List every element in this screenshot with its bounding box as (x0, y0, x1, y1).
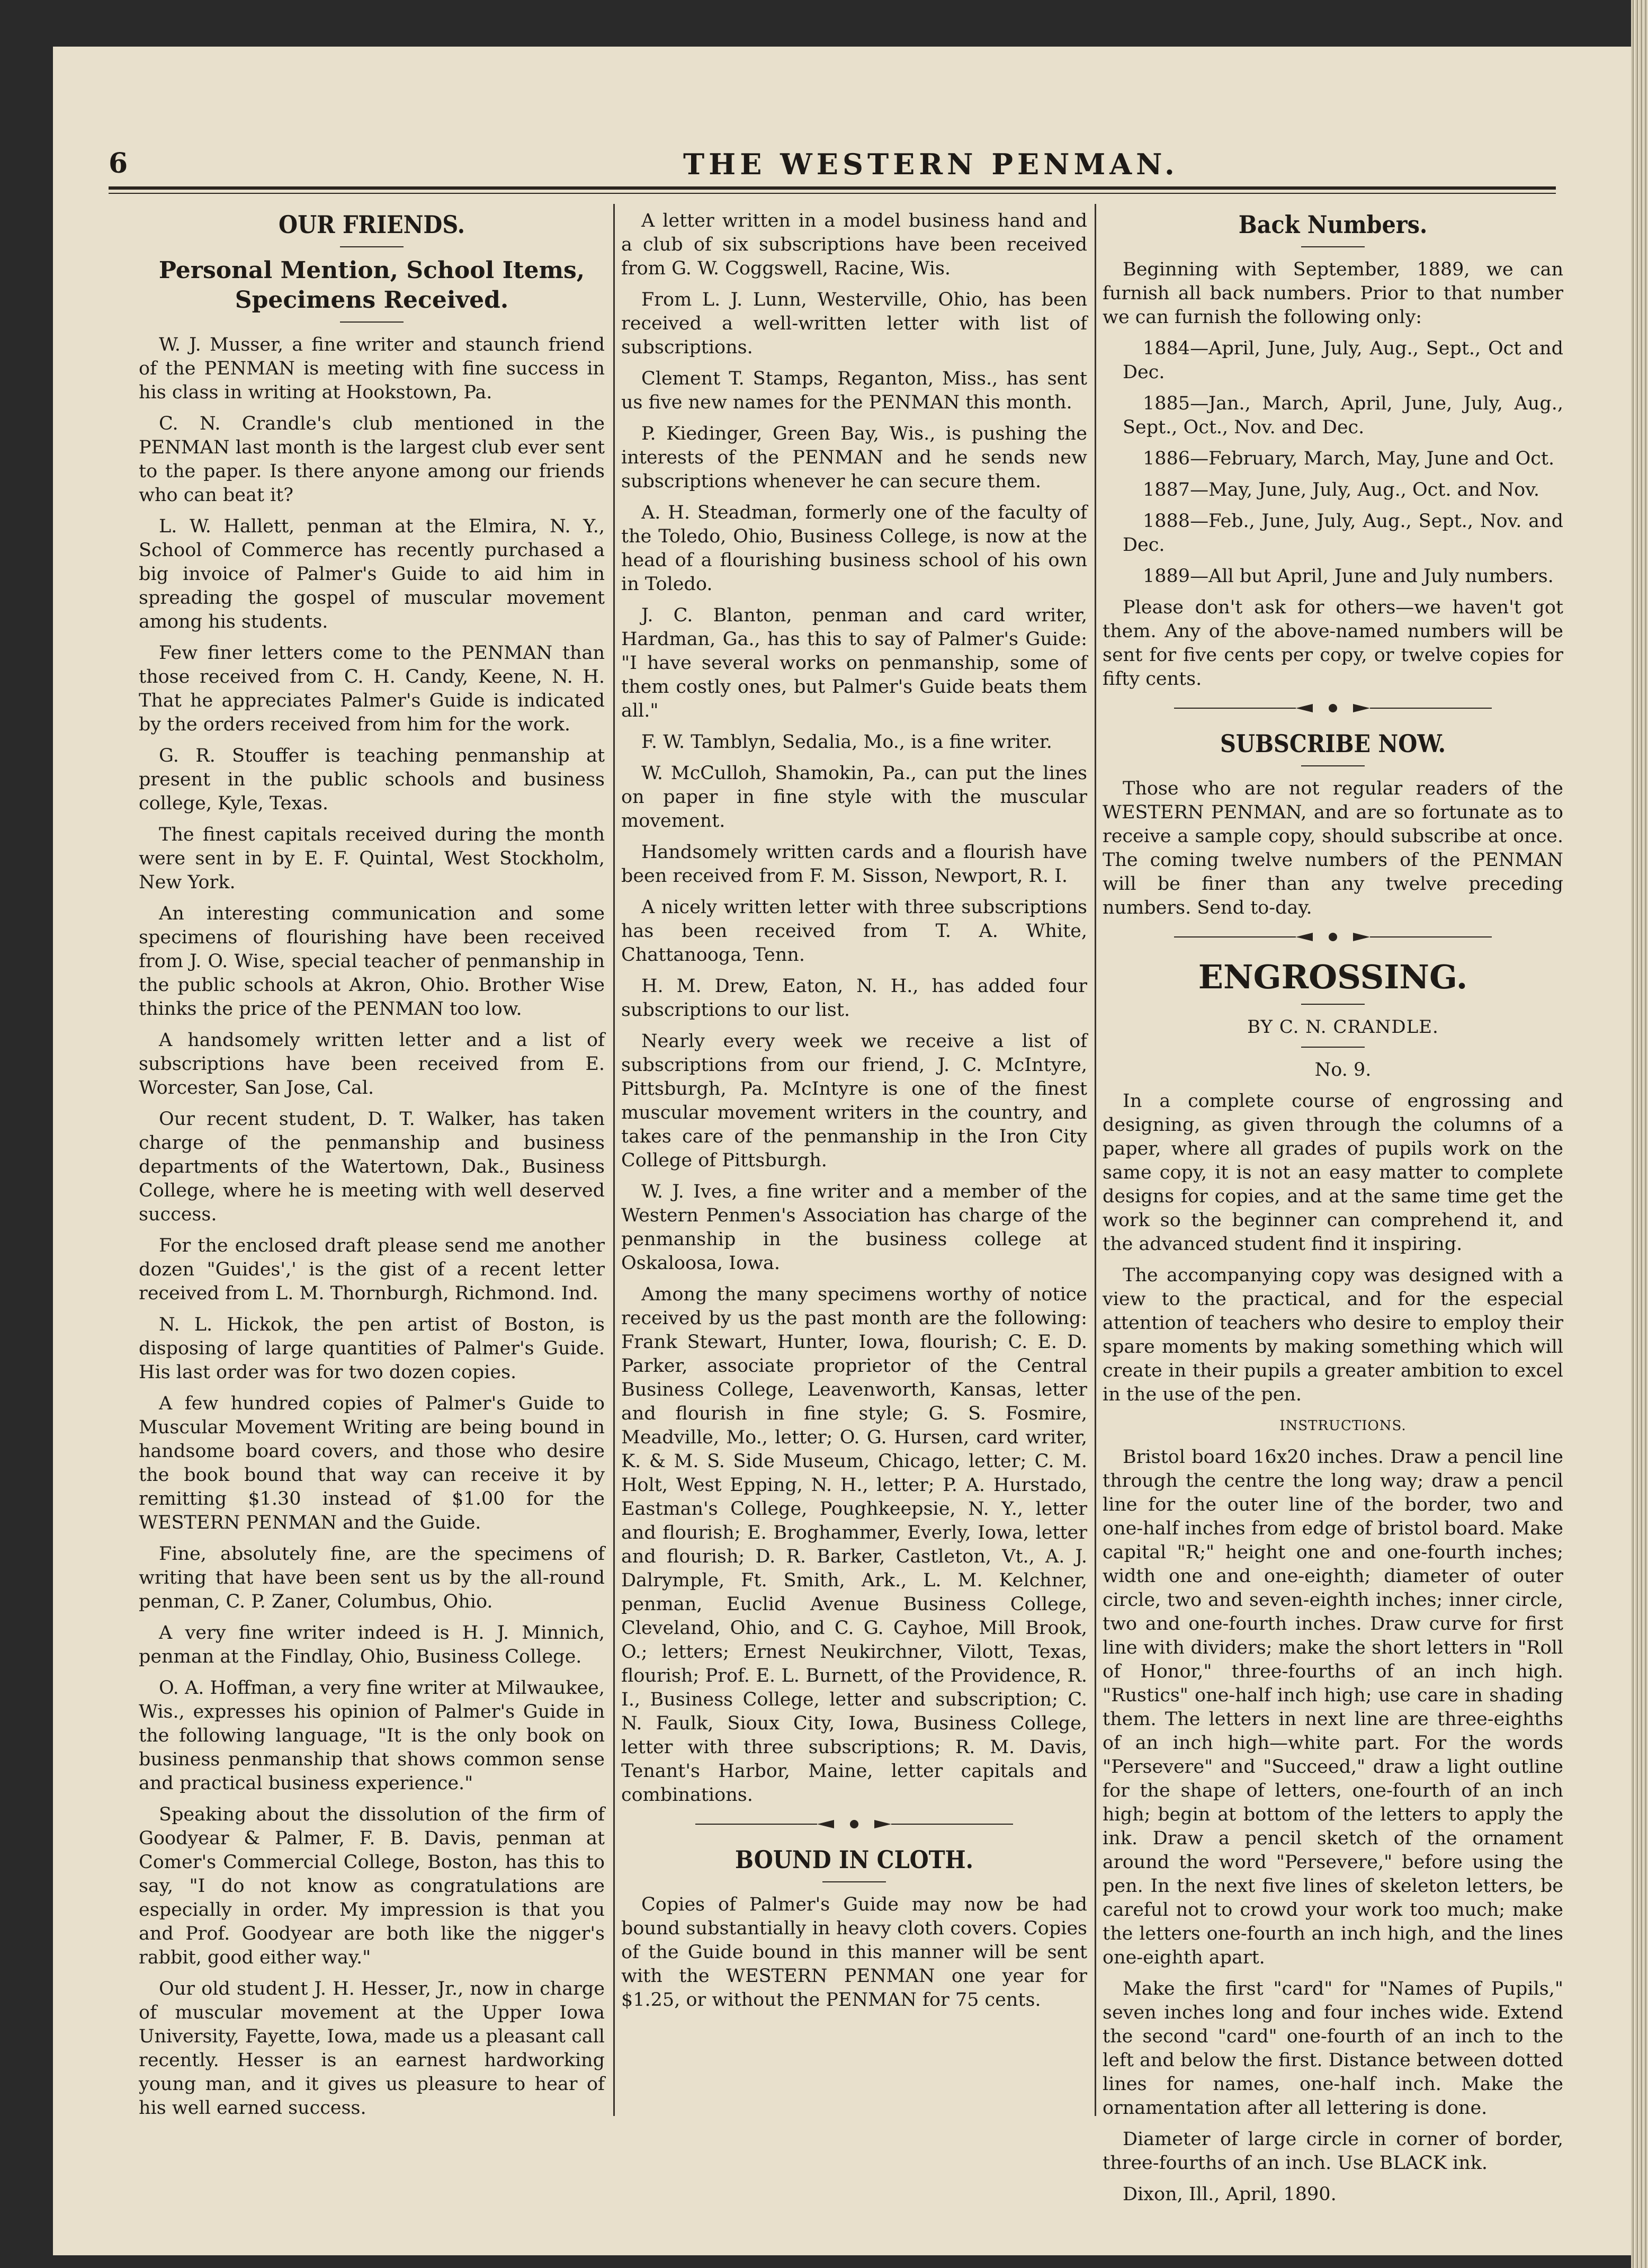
divider-rule (822, 1881, 886, 1882)
paragraph: For the enclosed draft please send me another dozen "Guides',' is the gist of a recent letter received from L. M. Thornburgh, Richmond. Ind. (139, 1235, 605, 1304)
header-rule-thin (109, 193, 1556, 194)
paragraph: C. N. Crandle's club mentioned in the PENMAN last month is the largest club ever sent to the paper. Is there anyone among our friends who can beat it? (139, 413, 605, 506)
paragraph: H. M. Drew, Eaton, N. H., has added four subscriptions to our list. (621, 976, 1087, 1021)
paragraph: Speaking about the dissolution of the firm of Goodyear & Palmer, F. B. Davis, penman at Comer's Commercial College, Boston, has this to say, "I do not know as congratulations are especially in order. My impression is that you and Prof. Goodyear are both like the nigger's rabbit, good either way." (139, 1804, 605, 1968)
paragraph: W. J. Musser, a fine writer and staunch friend of the PENMAN is meeting with fine success in his class in writing at Hookstown, Pa. (139, 334, 605, 403)
column-1 (139, 209, 605, 2128)
paragraph: W. J. Ives, a fine writer and a member of the Western Penmen's Association has charge of the penmanship in the business college at Oskaloosa, Iowa. (621, 1181, 1087, 1274)
divider-rule (340, 322, 404, 323)
section-heading-bound-in-cloth: BOUND IN CLOTH. (735, 1845, 974, 1874)
paragraph: A few hundred copies of Palmer's Guide to Muscular Movement Writing are being bound in handsome board covers, and those who desire the book bound that way can receive it by remitting $1.30 instead of $1.00 for the WESTERN PENMAN and the Guide. (139, 1393, 605, 1533)
paragraph: A handsomely written letter and a list of subscriptions have been received from E. Worcester, San Jose, Cal. (139, 1030, 605, 1099)
ornament-divider (1174, 702, 1492, 715)
list-item: 1885—Jan., March, April, June, July, Aug., Sept., Oct., Nov. and Dec. (1123, 393, 1563, 438)
column-divider (1095, 204, 1096, 2116)
paragraph: F. W. Tamblyn, Sedalia, Mo., is a fine writer. (641, 731, 1052, 753)
divider-rule (340, 246, 404, 247)
section-heading-engrossing: ENGROSSING. (1198, 958, 1468, 996)
paragraph: Among the many specimens worthy of notice received by us the past month are the following: Frank Stewart, Hunter, Iowa, flourish; C. E. D. Parker, associate proprietor of the Central Business College, Leavenworth, Kansas, letter and flourish in fine style; G. S. Fosmire, Meadville, Mo., letter; O. G. Hursen, card writer, K. & M. S. Side Museum, Chicago, letter; C. M. Holt, West Epping, N. H., letter; P. A. Hurstado, Eastman's College, Poughkeepsie, N. Y., letter and flourish; E. Broghammer, Everly, Iowa, letter and flourish; D. R. Barker, Castleton, Vt., A. J. Dalrymple, Ft. Smith, Ark., L. M. Kelchner, penman, Euclid Avenue Business College, Cleveland, Ohio, and C. G. Cayhoe, Mill Brook, O.; letters; Ernest Neukirchner, Vilott, Texas, flourish; Prof. E. L. Burnett, of the Providence, R. I., Business College, letter and subscription; C. N. Faulk, Sioux City, Iowa, Business College, letter with three subscriptions; R. M. Davis, Tenant's Harbor, Maine, letter capitals and combinations. (621, 1284, 1087, 1806)
paragraph: A letter written in a model business hand and a club of six subscriptions have been received from G. W. Coggswell, Racine, Wis. (621, 210, 1087, 279)
paragraph: Handsomely written cards and a flourish have been received from F. M. Sisson, Newport, R. I. (621, 842, 1087, 887)
list-item: 1887—May, June, July, Aug., Oct. and Nov. (1143, 479, 1539, 501)
paragraph: G. R. Stouffer is teaching penmanship at present in the public schools and business college, Kyle, Texas. (139, 745, 605, 814)
paragraph: J. C. Blanton, penman and card writer, Hardman, Ga., has this to say of Palmer's Guide: "I have several works on penmanship, some of them costly ones, but Palmer's Guide beats them all." (621, 605, 1087, 721)
paragraph: From L. J. Lunn, Westerville, Ohio, has been received a well-written letter with list of subscriptions. (621, 289, 1087, 358)
page-number: 6 (109, 147, 128, 180)
paragraph: A nicely written letter with three subscriptions has been received from T. A. White, Chattanooga, Tenn. (621, 897, 1087, 966)
divider-rule (1301, 1004, 1365, 1005)
section-heading-subscribe-now: SUBSCRIBE NOW. (1220, 729, 1446, 758)
paragraph: Few finer letters come to the PENMAN than those received from C. H. Candy, Keene, N. H. That he appreciates Palmer's Guide is indicated by the orders received from him for the work. (139, 642, 605, 735)
paragraph: An interesting communication and some specimens of flourishing have been received from J. O. Wise, special teacher of penmanship in the public schools at Akron, Ohio. Brother Wise thinks the price of the PENMAN too low. (139, 903, 605, 1020)
paragraph: Our old student J. H. Hesser, Jr., now in charge of muscular movement at the Upper Iowa University, Fayette, Iowa, made us a pleasant call recently. Hesser is an earnest hardworking young man, and it gives us pleasure to hear of his well earned success. (139, 1978, 605, 2119)
paragraph: Nearly every week we receive a list of subscriptions from our friend, J. C. McIntyre, Pittsburgh, Pa. McIntyre is one of the finest muscular movement writers in the country, and takes care of the penmanship in the Iron City College of Pittsburgh. (621, 1031, 1087, 1171)
instructions-label: INSTRUCTIONS. (1279, 1418, 1407, 1434)
paragraph: Bristol board 16x20 inches. Draw a pencil line through the centre the long way; draw a pencil line for the outer line of the border, two and one-half inches from edge of bristol board. Make capital "R;" height one and one-fourth inches; width one and one-eighth; diameter of outer circle, two and seven-eighth inches; inner circle, two and one-fourth inches. Draw curve for first line with dividers; make the short letters in "Roll of Honor," three-fourths of an inch high. "Rustics" one-half inch high; use care in shading them. The letters in next line are three-eighths of an inch high—white part. For the words "Persevere" and "Succeed," draw a light outline for the shape of letters, one-fourth of an inch high; begin at bottom of the letters to apply the ink. Draw a pencil sketch of the ornament around the word "Persevere," before using the pen. In the next five lines of skeleton letters, be careful not to crowd your work too much; make the letters one-fourth an inch high, and the lines one-eighth apart. (1103, 1446, 1563, 1968)
divider-rule (1301, 246, 1365, 247)
paragraph: Beginning with September, 1889, we can furnish all back numbers. Prior to that number we can furnish the following only: (1103, 259, 1563, 328)
paragraph: Diameter of large circle in corner of border, three-fourths of an inch. Use BLACK ink. (1103, 2129, 1563, 2174)
paragraph: W. McCulloh, Shamokin, Pa., can put the lines on paper in fine style with the muscular movement. (621, 763, 1087, 832)
section-subheading: Personal Mention, School Items, Specimens Received. (158, 257, 585, 314)
header-rule-thick (109, 186, 1556, 190)
paragraph: Make the first "card" for "Names of Pupils," seven inches long and four inches wide. Extend the second "card" one-fourth of an inch to the left and below the first. Distance between dotted lines for names, one-half inch. Make the ornamentation after all lettering is done. (1103, 1978, 1563, 2119)
article-number: No. 9. (1314, 1059, 1372, 1081)
divider-rule (1301, 1047, 1365, 1048)
list-item: 1886—February, March, May, June and Oct. (1143, 448, 1555, 469)
divider-rule (1301, 765, 1365, 766)
paragraph: Those who are not regular readers of the WESTERN PENMAN, and are so fortunate as to receive a sample copy, should subscribe at once. The coming twelve numbers of the PENMAN will be finer than any twelve preceding numbers. Send to-day. (1103, 778, 1563, 918)
masthead: THE WESTERN PENMAN. (683, 147, 1179, 181)
ornament-divider (1174, 931, 1492, 943)
column-2 (621, 209, 1087, 2020)
byline: BY C. N. CRANDLE. (1247, 1016, 1439, 1038)
back-numbers-list (1103, 337, 1563, 588)
paragraph: Clement T. Stamps, Reganton, Miss., has sent us five new names for the PENMAN this month. (621, 368, 1087, 413)
paragraph: In a complete course of engrossing and designing, as given through the columns of a paper, where all grades of pupils work on the same copy, it is not an easy matter to complete designs for copies, and at the same time get the work so the beginner can comprehend it, and the advanced student find it inspiring. (1103, 1091, 1563, 1255)
paragraph: Please don't ask for others—we haven't got them. Any of the above-named numbers will be sent for five cents per copy, or twelve copies for fifty cents. (1103, 597, 1563, 690)
dateline: Dixon, Ill., April, 1890. (1123, 2184, 1337, 2205)
paragraph: L. W. Hallett, penman at the Elmira, N. Y., School of Commerce has recently purchased a big invoice of Palmer's Guide to aid him in spreading the gospel of muscular movement among his students. (139, 516, 605, 632)
list-item: 1884—April, June, July, Aug., Sept., Oct and Dec. (1123, 338, 1563, 383)
paragraph: P. Kiedinger, Green Bay, Wis., is pushing the interests of the PENMAN and he sends new subscriptions whenever he can secure them. (621, 423, 1087, 492)
paragraph: A very fine writer indeed is H. J. Minnich, penman at the Findlay, Ohio, Business College. (139, 1622, 605, 1667)
paragraph: Our recent student, D. T. Walker, has taken charge of the penmanship and business departments of the Watertown, Dak., Business College, where he is meeting with well deserved success. (139, 1109, 605, 1225)
list-item: 1888—Feb., June, July, Aug., Sept., Nov. and Dec. (1123, 511, 1563, 556)
book-edge (1631, 0, 1648, 2268)
ornament-divider (695, 1818, 1013, 1831)
section-heading-back-numbers: Back Numbers. (1238, 210, 1428, 239)
paragraph: N. L. Hickok, the pen artist of Boston, is disposing of large quantities of Palmer's Guide. His last order was for two dozen copies. (139, 1314, 605, 1383)
list-item: 1889—All but April, June and July numbers. (1143, 566, 1554, 587)
paragraph: Fine, absolutely fine, are the specimens of writing that have been sent us by the all-round penman, C. P. Zaner, Columbus, Ohio. (139, 1543, 605, 1612)
paragraph: Copies of Palmer's Guide may now be had bound substantially in heavy cloth covers. Copies of the Guide bound in this manner will be sent with the WESTERN PENMAN one year for $1.25, or without the PENMAN for 75 cents. (621, 1894, 1087, 2011)
paragraph: The accompanying copy was designed with a view to the practical, and for the especial attention of teachers who desire to employ their spare moments by making something which will create in their pupils a greater ambition to excel in the use of the pen. (1103, 1265, 1563, 1405)
section-heading-our-friends: OUR FRIENDS. (279, 210, 465, 239)
paragraph: O. A. Hoffman, a very fine writer at Milwaukee, Wis., expresses his opinion of Palmer's Guide in the following language, "It is the only book on business penmanship that shows common sense and practical business experience." (139, 1677, 605, 1794)
paragraph: A. H. Steadman, formerly one of the faculty of the Toledo, Ohio, Business College, is now at the head of a flourishing business school of his own in Toledo. (621, 502, 1087, 595)
column-divider (613, 204, 615, 2116)
paragraph: The finest capitals received during the month were sent in by E. F. Quintal, West Stockholm, New York. (139, 824, 605, 893)
column-3 (1103, 209, 1563, 2214)
